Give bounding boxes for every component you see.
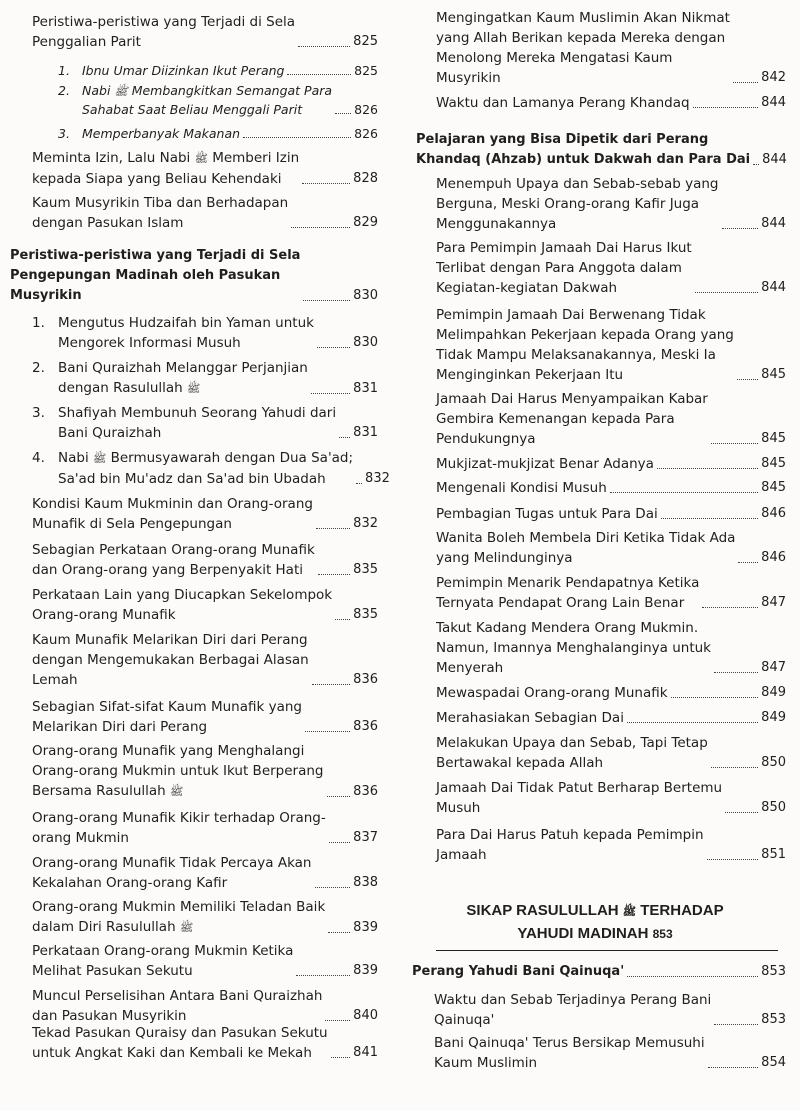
page-number: 836	[353, 719, 378, 734]
dot-leader	[738, 562, 758, 563]
toc-heading[interactable]: Peristiwa-peristiwa yang Terjadi di Sela Pengepungan Madinah oleh Pasukan Musyrikin 830	[10, 246, 378, 306]
page-number: 853	[761, 964, 786, 979]
page-number: 851	[761, 847, 786, 862]
dot-leader	[335, 113, 351, 114]
section-title[interactable]: SIKAP RASULULLAH ﷺ TERHADAP YAHUDI MADINAH 853	[466, 902, 724, 942]
toc-entry[interactable]: Merahasiakan Sebagian Dai 849	[436, 710, 786, 726]
page-number: 835	[353, 562, 378, 577]
toc-entry[interactable]: Melakukan Upaya dan Sebab, Tapi Tetap Bertawakal kepada Allah 850	[436, 735, 786, 771]
toc-entry[interactable]: Tekad Pasukan Quraisy dan Pasukan Sekutu untuk Angkat Kaki dan Kembali ke Mekah 841	[32, 1025, 378, 1061]
page-number: 845	[761, 480, 786, 495]
toc-entry[interactable]: Perkataan Orang-orang Mukmin Ketika Melihat Pasukan Sekutu 839	[32, 943, 378, 979]
salawat-mark: ﷺ	[114, 85, 128, 98]
page-number: 845	[761, 431, 786, 446]
toc-entry[interactable]: Mukjizat-mukjizat Benar Adanya 845	[436, 456, 786, 472]
toc-entry[interactable]: Mewaspadai Orang-orang Munafik 849	[436, 685, 786, 701]
toc-entry[interactable]: Orang-orang Mukmin Memiliki Teladan Baik dalam Diri Rasulullah ﷺ 839	[32, 897, 378, 938]
dot-leader	[328, 932, 350, 933]
dot-leader	[610, 492, 758, 493]
page-number: 842	[761, 70, 786, 85]
toc-subentry[interactable]: 2. Nabi ﷺ Membangkitkan Semangat Para Sahabat Saat Beliau Menggali Parit 826	[58, 83, 378, 117]
dot-leader	[331, 1057, 351, 1058]
toc-entry[interactable]: 1. Mengutus Hudzaifah bin Yaman untuk Mengorek Informasi Musuh 830	[32, 315, 378, 351]
toc-entry[interactable]: Pemimpin Jamaah Dai Berwenang Tidak Melimpahkan Pekerjaan kepada Orang yang Tidak Mampu Melaksanakannya, Meski Ia Menginginkan Pekerjaan Itu 845	[436, 307, 786, 383]
page-number: 853	[761, 1012, 786, 1027]
page-number: 845	[761, 456, 786, 471]
dot-leader	[312, 684, 350, 685]
toc-entry[interactable]: Muncul Perselisihan Antara Bani Quraizhah dan Pasukan Musyrikin 840	[32, 988, 378, 1024]
page-number: 840	[353, 1008, 378, 1023]
dot-leader	[287, 74, 351, 75]
dot-leader	[325, 1020, 350, 1021]
toc-entry[interactable]: Peristiwa-peristiwa yang Terjadi di Sela Penggalian Parit 825	[32, 14, 378, 50]
dot-leader	[753, 164, 759, 165]
page-number: 844	[761, 95, 786, 110]
page-number: 853	[652, 927, 673, 941]
salawat-mark: ﷺ	[187, 382, 201, 395]
toc-entry[interactable]: Para Pemimpin Jamaah Dai Harus Ikut Terlibat dengan Para Anggota dalam Kegiatan-kegiatan Dakwah 844	[436, 240, 786, 296]
page-number: 832	[353, 516, 378, 531]
dot-leader	[695, 292, 758, 293]
dot-leader	[356, 483, 362, 484]
dot-leader	[733, 82, 758, 83]
dot-leader	[291, 227, 350, 228]
toc-entry[interactable]: Wanita Boleh Membela Diri Ketika Tidak Ada yang Melindunginya 846	[436, 530, 786, 566]
dot-leader	[711, 443, 758, 444]
page-number: 846	[761, 506, 786, 521]
toc-entry[interactable]: 4. Nabi ﷺ Bermusyawarah dengan Dua Sa'ad; Sa'ad bin Mu'adz dan Sa'ad bin Ubadah 832	[32, 450, 390, 487]
toc-entry[interactable]: Perkataan Lain yang Diucapkan Sekelompok Orang-orang Munafik 835	[32, 587, 378, 623]
page-number: 847	[761, 595, 786, 610]
dot-leader	[693, 107, 759, 108]
page-number: 826	[354, 126, 378, 141]
dot-leader	[311, 393, 350, 394]
toc-entry[interactable]: Bani Qainuqa' Terus Bersikap Memusuhi Kaum Muslimin 854	[434, 1035, 786, 1071]
toc-heading[interactable]: Pelajaran yang Bisa Dipetik dari Perang Khandaq (Ahzab) untuk Dakwah dan Para Dai 844	[416, 130, 786, 170]
dot-leader	[302, 183, 350, 184]
page-number: 830	[353, 335, 378, 350]
page-number: 841	[353, 1045, 378, 1060]
toc-entry[interactable]: Orang-orang Munafik Tidak Percaya Akan Kekalahan Orang-orang Kafir 838	[32, 855, 378, 891]
dot-leader	[335, 619, 350, 620]
page-number: 829	[353, 215, 378, 230]
page-number: 839	[353, 963, 378, 978]
dot-leader	[657, 468, 758, 469]
toc-entry[interactable]: Orang-orang Munafik yang Menghalangi Orang-orang Mukmin untuk Ikut Berperang Bersama Rasulullah ﷺ 836	[32, 741, 378, 802]
salawat-mark: ﷺ	[622, 906, 637, 918]
dot-leader	[316, 528, 350, 529]
toc-entry[interactable]: Kaum Musyrikin Tiba dan Berhadapan dengan Pasukan Islam 829	[32, 195, 378, 231]
dot-leader	[327, 796, 351, 797]
dot-leader	[329, 842, 350, 843]
page-number: 854	[761, 1055, 786, 1070]
toc-entry[interactable]: Jamaah Dai Tidak Patut Berharap Bertemu Musuh 850	[436, 780, 786, 816]
page-number: 828	[353, 171, 378, 186]
dot-leader	[725, 812, 758, 813]
toc-entry[interactable]: Jamaah Dai Harus Menyampaikan Kabar Gembira Kemenangan kepada Para Pendukungnya 845	[436, 391, 786, 447]
toc-entry[interactable]: Takut Kadang Mendera Orang Mukmin. Namun, Imannya Menghalanginya untuk Menyerah 847	[436, 620, 786, 676]
page-number: 850	[761, 800, 786, 815]
page-number: 844	[761, 280, 786, 295]
salawat-mark: ﷺ	[179, 921, 194, 934]
dot-leader	[702, 607, 758, 608]
page-number: 844	[762, 152, 787, 167]
toc-entry[interactable]: Kaum Munafik Melarikan Diri dari Perang dengan Mengemukakan Berbagai Alasan Lemah 836	[32, 632, 378, 688]
dot-leader	[661, 518, 758, 519]
toc-entry[interactable]: Pembagian Tugas untuk Para Dai 846	[436, 506, 786, 522]
dot-leader	[303, 300, 350, 301]
page-number: 838	[353, 875, 378, 890]
dot-leader	[714, 1024, 758, 1025]
dot-leader	[243, 137, 351, 138]
page-number: 836	[353, 784, 378, 799]
toc-entry[interactable]: 2. Bani Quraizhah Melanggar Perjanjian dengan Rasulullah ﷺ 831	[32, 358, 378, 399]
toc-entry[interactable]: Mengenali Kondisi Musuh 845	[436, 480, 786, 496]
toc-entry[interactable]: Mengingatkan Kaum Muslimin Akan Nikmat yang Allah Berikan kepada Mereka dengan Menolong Mereka Mengatasi Kaum Musyrikin 842	[436, 10, 786, 86]
page-number: 831	[353, 381, 378, 396]
page-number: 850	[761, 755, 786, 770]
dot-leader	[708, 1067, 759, 1068]
dot-leader	[707, 859, 759, 860]
page-number: 825	[354, 63, 378, 78]
toc-entry[interactable]: 3. Shafiyah Membunuh Seorang Yahudi dari Bani Quraizhah 831	[32, 405, 378, 441]
page-number: 847	[761, 660, 786, 675]
page-number: 836	[353, 672, 378, 687]
dot-leader	[298, 46, 350, 47]
dot-leader	[339, 437, 350, 438]
toc-entry[interactable]: Waktu dan Lamanya Perang Khandaq 844	[436, 95, 786, 111]
dot-leader	[317, 347, 350, 348]
toc-subentry[interactable]: 1. Ibnu Umar Diizinkan Ikut Perang 825	[58, 63, 378, 78]
page-number: 832	[365, 471, 390, 486]
toc-entry[interactable]: Para Dai Harus Patuh kepada Pemimpin Jamaah 851	[436, 827, 786, 863]
page-number: 830	[353, 288, 378, 303]
page-number: 837	[353, 830, 378, 845]
page-number: 839	[353, 920, 378, 935]
toc-subentry[interactable]: 3. Memperbanyak Makanan 826	[58, 126, 378, 141]
toc-entry[interactable]: Menempuh Upaya dan Sebab-sebab yang Berguna, Meski Orang-orang Kafir Juga Menggunakannya 844	[436, 176, 786, 232]
dot-leader	[315, 887, 351, 888]
page-number: 844	[761, 216, 786, 231]
toc-entry[interactable]: Sebagian Sifat-sifat Kaum Munafik yang Melarikan Diri dari Perang 836	[32, 699, 378, 735]
dot-leader	[714, 672, 758, 673]
dot-leader	[737, 379, 758, 380]
dot-leader	[722, 228, 759, 229]
toc-entry[interactable]: Pemimpin Menarik Pendapatnya Ketika Ternyata Pendapat Orang Lain Benar 847	[436, 575, 786, 611]
dot-leader	[627, 722, 758, 723]
page-number: 826	[354, 102, 378, 117]
page-number: 849	[761, 685, 786, 700]
toc-entry[interactable]: Meminta Izin, Lalu Nabi ﷺ Memberi Izin kepada Siapa yang Beliau Kehendaki 828	[32, 150, 378, 187]
page-number: 849	[761, 710, 786, 725]
salawat-mark: ﷺ	[93, 452, 107, 465]
page-number: 831	[353, 425, 378, 440]
toc-entry[interactable]: Orang-orang Munafik Kikir terhadap Orang- orang Mukmin 837	[32, 810, 378, 846]
dot-leader	[305, 731, 350, 732]
section-divider	[436, 950, 778, 951]
page-number: 845	[761, 367, 786, 382]
dot-leader	[627, 976, 758, 977]
dot-leader	[318, 574, 350, 575]
toc-entry[interactable]: Sebagian Perkataan Orang-orang Munafik dan Orang-orang yang Berpenyakit Hati 835	[32, 542, 378, 578]
dot-leader	[671, 697, 759, 698]
page-number: 846	[761, 550, 786, 565]
salawat-mark: ﷺ	[194, 152, 208, 165]
page-number: 825	[353, 34, 378, 49]
dot-leader	[296, 975, 350, 976]
toc-heading[interactable]: Perang Yahudi Bani Qainuqa' 853	[412, 962, 786, 982]
dot-leader	[711, 767, 758, 768]
salawat-mark: ﷺ	[170, 785, 184, 798]
toc-entry[interactable]: Waktu dan Sebab Terjadinya Perang Bani Qainuqa' 853	[434, 992, 786, 1028]
toc-entry[interactable]: Kondisi Kaum Mukminin dan Orang-orang Munafik di Sela Pengepungan 832	[32, 496, 378, 532]
page-number: 835	[353, 607, 378, 622]
